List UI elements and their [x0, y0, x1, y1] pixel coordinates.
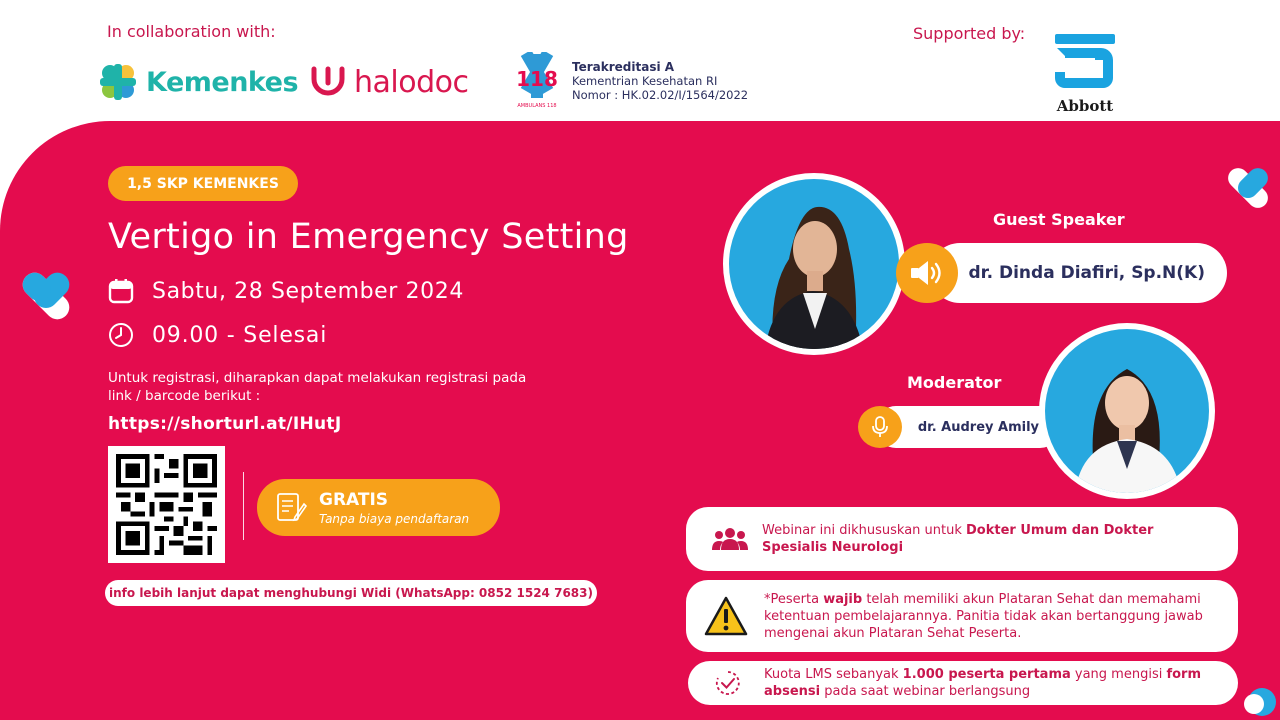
account-note-text-2: telah memiliki akun Plataran Sehat dan memahami ketentuan pembelajarannya. Panitia tidak akan bertanggung jawab mengenai akun Plataran Sehat Peserta.	[764, 591, 1203, 641]
halodoc-logo-icon	[308, 65, 348, 99]
account-note-emphasis: wajib	[823, 591, 863, 607]
account-note	[686, 580, 1238, 652]
time-row	[108, 322, 327, 348]
qr-code-icon	[116, 454, 217, 555]
kemenkes-logo	[96, 58, 298, 106]
guest-portrait-icon	[729, 179, 899, 349]
supported-label: Supported by:	[913, 24, 1026, 43]
date-row	[108, 278, 464, 304]
event-title: Vertigo in Emergency Setting	[108, 217, 629, 257]
form-icon	[275, 491, 307, 525]
calendar-icon	[108, 278, 134, 304]
ambulans-118-icon	[512, 52, 562, 110]
quota-note-emphasis-1: 1.000 peserta pertama	[902, 667, 1071, 682]
collab-label: In collaboration with:	[107, 22, 276, 41]
guest-speaker-label: Guest Speaker	[993, 210, 1125, 229]
moderator-label: Moderator	[907, 373, 1002, 392]
heart-decoration-icon	[8, 258, 84, 334]
event-date: Sabtu, 28 September 2024	[152, 278, 464, 304]
guest-speaker-pill	[930, 243, 1227, 303]
guest-speaker-name: dr. Dinda Diafiri, Sp.N(K)	[968, 263, 1205, 283]
quota-note-text-2: yang mengisi	[1070, 667, 1167, 682]
divider	[243, 472, 244, 540]
svg-text:118: 118	[516, 67, 558, 91]
clock-icon	[108, 322, 134, 348]
audience-note-emphasis: Dokter Umum dan Dokter Spesialis Neurologi	[762, 523, 1154, 555]
halodoc-wordmark: halodoc	[354, 64, 469, 100]
abbott-logo-icon	[1051, 32, 1119, 90]
speaker-icon	[896, 243, 958, 303]
contact-info: info lebih lanjut dapat menghubungi Widi (WhatsApp: 0852 1524 7683)	[105, 580, 597, 606]
audience-note	[686, 507, 1238, 571]
moderator-name: dr. Audrey Amily	[917, 419, 1039, 435]
account-note-text-1: *Peserta	[764, 591, 824, 607]
registration-link[interactable]: https://shorturl.at/IHutJ	[108, 414, 342, 434]
kemenkes-wordmark: Kemenkes	[146, 66, 299, 98]
moderator-pill	[875, 406, 1061, 448]
check-clock-icon	[714, 669, 742, 697]
halodoc-logo	[308, 58, 468, 106]
warning-icon	[704, 596, 748, 636]
abbott-wordmark: Abbott	[1056, 97, 1114, 115]
kemenkes-logo-icon	[96, 60, 140, 104]
quota-note-emphasis-2: form absensi	[764, 667, 1202, 699]
event-time: 09.00 - Selesai	[152, 322, 328, 348]
moderator-photo	[1039, 323, 1215, 499]
quota-note-text-1: Kuota LMS sebanyak	[764, 667, 903, 682]
gratis-subtitle: Tanpa biaya pendaftaran	[319, 511, 470, 526]
akreditasi-line-1: Terakreditasi A	[572, 60, 675, 74]
qr-code[interactable]	[108, 446, 225, 563]
gratis-title: GRATIS	[319, 489, 389, 510]
quota-note	[688, 661, 1238, 705]
group-icon	[712, 526, 748, 552]
guest-speaker-photo	[723, 173, 905, 355]
quota-note-text-3: pada saat webinar berlangsung	[820, 684, 1031, 699]
moderator-portrait-icon	[1045, 329, 1209, 493]
gratis-badge	[257, 479, 500, 536]
audience-note-text: Webinar ini dikhususkan untuk	[762, 523, 967, 538]
akreditasi-line-3: Nomor : HK.02.02/I/1564/2022	[572, 88, 749, 102]
heart-decoration-icon	[1240, 680, 1280, 720]
akreditasi-line-2: Kementrian Kesehatan RI	[572, 74, 718, 88]
skp-badge: 1,5 SKP KEMENKES	[108, 166, 298, 201]
abbott-logo	[1050, 32, 1120, 115]
emblem-text: AMBULANS 118	[517, 103, 557, 109]
heart-decoration-icon	[1216, 156, 1280, 220]
akreditasi-block	[512, 52, 748, 110]
registration-text: Untuk registrasi, diharapkan dapat melakukan registrasi pada link / barcode berikut :	[108, 370, 527, 404]
microphone-icon	[858, 406, 902, 448]
